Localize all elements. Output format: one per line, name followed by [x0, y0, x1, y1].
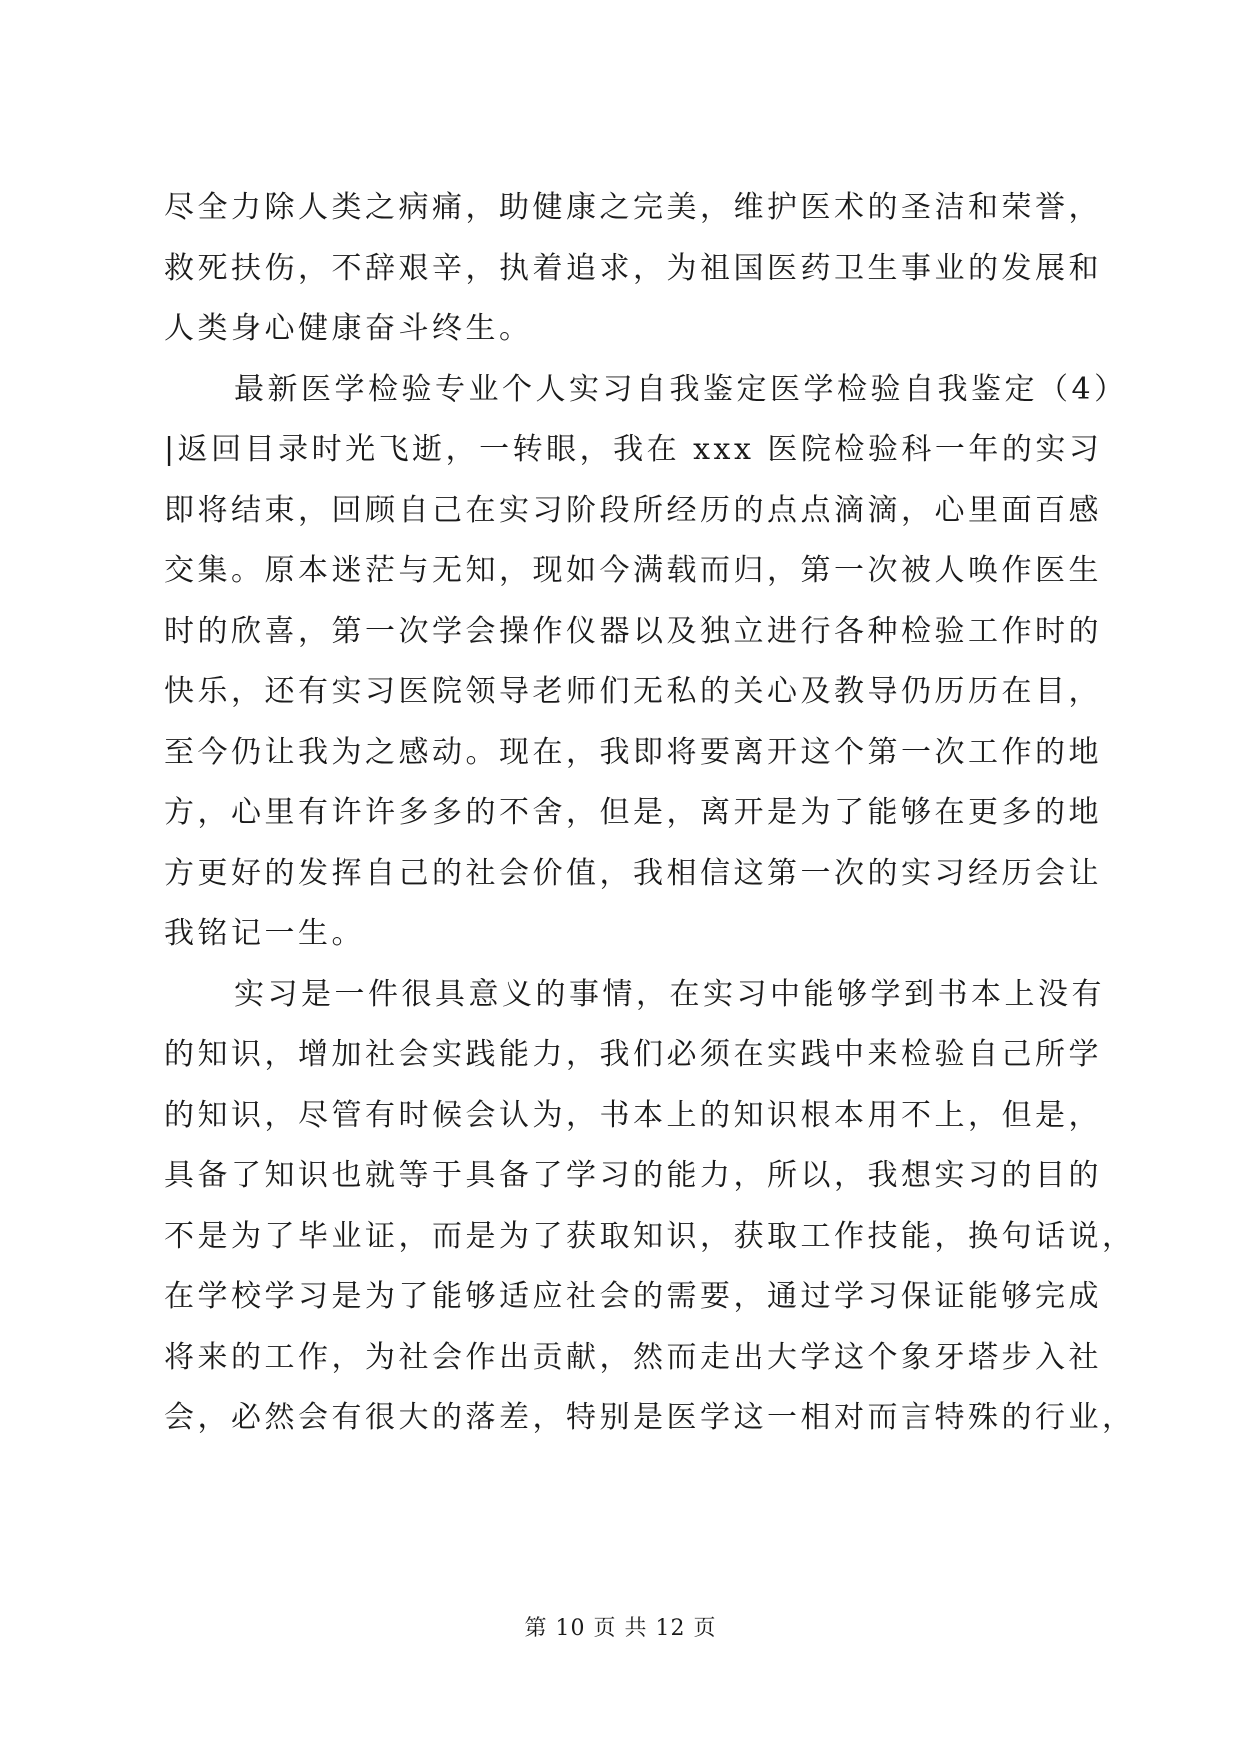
- text-line: 人类身心健康奋斗终生。: [164, 311, 533, 346]
- paragraph-start-line: 实习是一件很具意义的事情，在实习中能够学到书本上没有: [234, 976, 1105, 1012]
- page-number-label: 第 10 页 共 12 页: [524, 1616, 717, 1641]
- text-line: 方，心里有许许多多的不舍，但是，离开是为了能够在更多的地: [164, 795, 1102, 830]
- text-line: 将来的工作，为社会作出贡献，然而走出大学这个象牙塔步入社: [164, 1339, 1102, 1375]
- text-line: 的知识，尽管有时候会认为，书本上的知识根本用不上，但是，: [164, 1097, 1102, 1133]
- text-line: 至今仍让我为之感动。现在，我即将要离开这个第一次工作的地: [164, 734, 1102, 770]
- text-line: 方更好的发挥自己的社会价值，我相信这第一次的实习经历会让: [164, 855, 1102, 891]
- page-footer: [0, 1611, 1241, 1642]
- text-line: |返回目录时光飞逝，一转眼，我在 xxx 医院检验科一年的实习: [164, 432, 1103, 467]
- text-line: 时的欣喜，第一次学会操作仪器以及独立进行各种检验工作时的: [164, 613, 1102, 649]
- text-line: 的知识，增加社会实践能力，我们必须在实践中来检验自己所学: [164, 1037, 1102, 1072]
- text-line: 不是为了毕业证，而是为了获取知识，获取工作技能，换句话说，: [164, 1218, 1136, 1254]
- text-line: 会，必然会有很大的落差，特别是医学这一相对而言特殊的行业，: [164, 1400, 1136, 1435]
- text-line: 我铭记一生。: [164, 916, 365, 951]
- text-line: 快乐，还有实习医院领导老师们无私的关心及教导仍历历在目，: [164, 674, 1102, 709]
- text-line: 救死扶伤，不辞艰辛，执着追求，为祖国医药卫生事业的发展和: [164, 250, 1102, 286]
- body-text: [164, 178, 1136, 1449]
- text-line: 即将结束，回顾自己在实习阶段所经历的点点滴滴，心里面百感: [164, 492, 1102, 528]
- section-heading-line: 最新医学检验专业个人实习自我鉴定医学检验自我鉴定（4）: [234, 371, 1128, 407]
- text-line: 尽全力除人类之病痛，助健康之完美，维护医术的圣洁和荣誉，: [164, 190, 1102, 225]
- text-line: 具备了知识也就等于具备了学习的能力，所以，我想实习的目的: [164, 1158, 1102, 1193]
- text-line: 在学校学习是为了能够适应社会的需要，通过学习保证能够完成: [164, 1279, 1102, 1314]
- text-line: 交集。原本迷茫与无知，现如今满载而归，第一次被人唤作医生: [164, 553, 1102, 588]
